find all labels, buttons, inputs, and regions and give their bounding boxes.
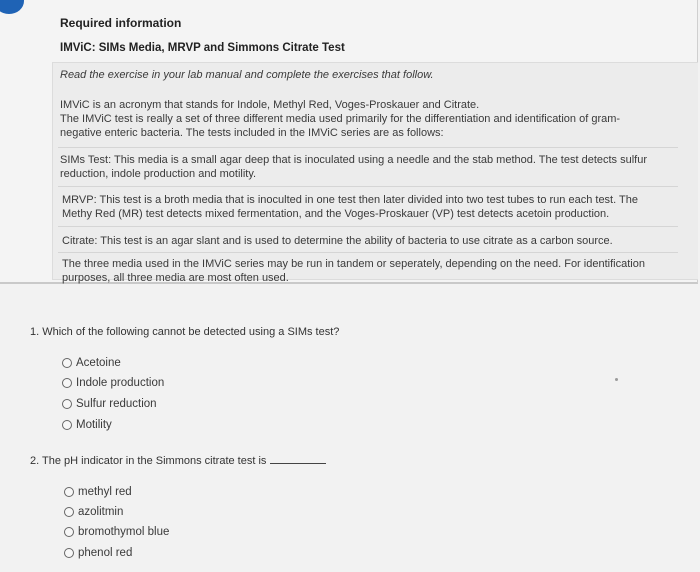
divider bbox=[58, 252, 678, 253]
media-line: purposes, all three media are most often used. bbox=[62, 272, 289, 284]
option-label: methyl red bbox=[78, 486, 132, 498]
info-badge-icon bbox=[0, 0, 24, 14]
mrvp-line: MRVP: This test is a broth media that is inoculted in one test then later divided into two test tubes to run each test. The bbox=[62, 194, 638, 206]
answer-blank bbox=[270, 453, 326, 464]
radio-button-icon[interactable] bbox=[62, 420, 72, 430]
intro-line: The IMViC test is really a set of three different media used primarily for the differentiation and identification of gram- bbox=[60, 113, 621, 125]
option-label: phenol red bbox=[78, 547, 133, 559]
option-label: Indole production bbox=[76, 377, 165, 389]
divider bbox=[58, 226, 678, 227]
radio-button-icon[interactable] bbox=[64, 527, 74, 537]
radio-button-icon[interactable] bbox=[64, 487, 74, 497]
option-label: azolitmin bbox=[78, 506, 124, 518]
exercise-title: IMViC: SIMs Media, MRVP and Simmons Citrate Test bbox=[60, 42, 345, 54]
radio-button-icon[interactable] bbox=[62, 378, 72, 388]
intro-line: IMViC is an acronym that stands for Indole, Methyl Red, Voges-Proskauer and Citrate. bbox=[60, 99, 480, 111]
sims-line: reduction, indole production and motility. bbox=[60, 168, 257, 180]
q2-option-bromothymol-blue[interactable] bbox=[64, 526, 169, 538]
q1-option-motility[interactable] bbox=[62, 419, 112, 431]
radio-button-icon[interactable] bbox=[64, 548, 74, 558]
option-label: Motility bbox=[76, 419, 112, 431]
q1-option-sulfur-reduction[interactable] bbox=[62, 398, 157, 410]
divider bbox=[58, 186, 678, 187]
required-information-panel bbox=[0, 0, 698, 284]
question-1-text: 1. Which of the following cannot be detected using a SIMs test? bbox=[30, 326, 340, 338]
radio-button-icon[interactable] bbox=[64, 507, 74, 517]
q2-option-methyl-red[interactable] bbox=[64, 486, 132, 498]
intro-paragraph bbox=[60, 98, 620, 140]
option-label: Sulfur reduction bbox=[76, 398, 157, 410]
intro-line: negative enteric bacteria. The tests included in the IMViC series are as follows: bbox=[60, 127, 444, 139]
sims-line: SIMs Test: This media is a small agar deep that is inoculated using a needle and the stab method. The test detects sulfur bbox=[60, 154, 648, 166]
sims-paragraph bbox=[60, 153, 647, 181]
media-line: The three media used in the IMViC series may be run in tandem or seperately, depending on the need. For identification bbox=[62, 258, 645, 270]
question-2-text: 2. The pH indicator in the Simmons citrate test is bbox=[30, 455, 267, 467]
option-label: bromothymol blue bbox=[78, 526, 170, 538]
instruction-text: Read the exercise in your lab manual and complete the exercises that follow. bbox=[60, 69, 434, 81]
q1-option-indole-production[interactable] bbox=[62, 377, 164, 389]
mrvp-paragraph bbox=[62, 193, 638, 221]
question-2 bbox=[30, 453, 326, 467]
citrate-line: Citrate: This test is an agar slant and is used to determine the ability of bacteria to use citrate as a carbon source. bbox=[62, 235, 613, 247]
media-paragraph bbox=[62, 257, 645, 285]
mrvp-line: Methy Red (MR) test detects mixed fermentation, and the Voges-Proskauer (VP) test detects acetoin production. bbox=[62, 208, 610, 220]
required-information-label: Required information bbox=[60, 16, 182, 30]
q2-option-azolitmin[interactable] bbox=[64, 506, 123, 518]
option-label: Acetoine bbox=[76, 357, 121, 369]
radio-button-icon[interactable] bbox=[62, 399, 72, 409]
divider bbox=[58, 147, 678, 148]
q1-option-acetoine[interactable] bbox=[62, 357, 121, 369]
citrate-paragraph bbox=[62, 234, 613, 248]
q2-option-phenol-red[interactable] bbox=[64, 547, 132, 559]
radio-button-icon[interactable] bbox=[62, 358, 72, 368]
stray-mark bbox=[615, 378, 618, 381]
